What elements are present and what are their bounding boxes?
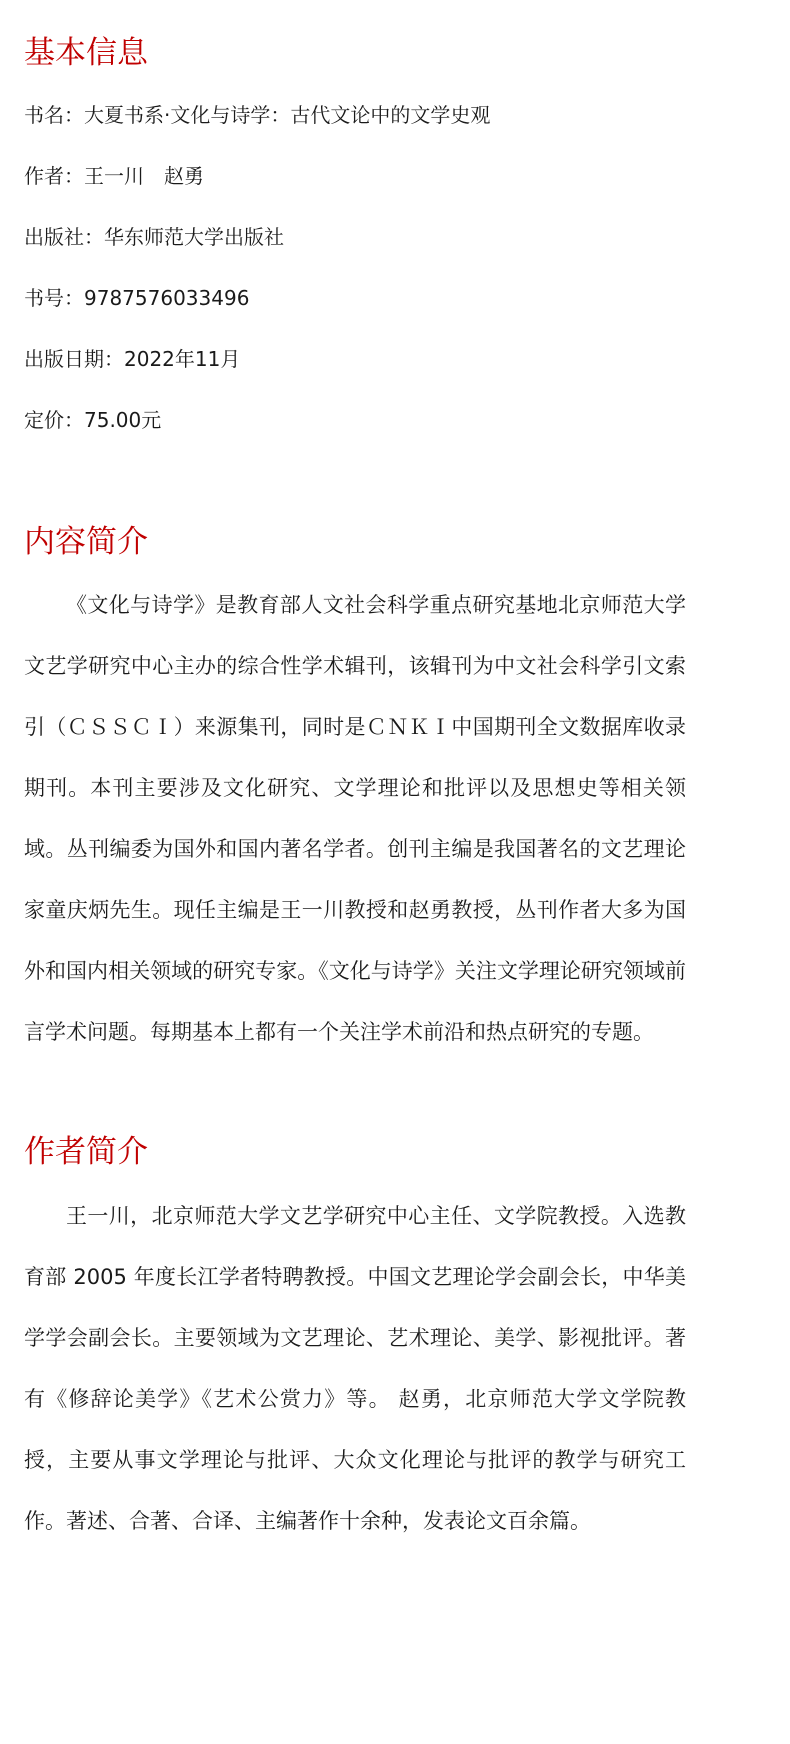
book-name-line: 书名：大夏书系·文化与诗学：古代文论中的文学史观 — [24, 103, 491, 127]
basic-info-list — [24, 100, 490, 466]
price-line: 定价：75.00元 — [24, 408, 162, 432]
author-line: 作者：王一川 赵勇 — [24, 164, 204, 188]
summary-paragraph: 《文化与诗学》是教育部人文社会科学重点研究基地北京师范大学文艺学研究中心主办的综合性学术辑刊，该辑刊为中文社会科学引文索引（ＣＳＳＣＩ）来源集刊，同时是ＣＮＫＩ中国期刊全文数据库收录期刊。本刊主要涉及文化研究、文学理论和批评以及思想史等相关领域。丛刊编委为国外和国内著名学者。创刊主编是我国著名的文艺理论家童庆炳先生。现任主编是王一川教授和赵勇教授，丛刊作者大多为国外和国内相关领域的研究专家。《文化与诗学》关注文学理论研究领域前言学术问题。每期基本上都有一个关注学术前沿和热点研究的专题。 — [24, 593, 686, 1044]
pub-date-line: 出版日期：2022年11月 — [24, 347, 241, 371]
publisher-line: 出版社：华东师范大学出版社 — [24, 225, 284, 249]
basic-info-heading: 基本信息 — [24, 35, 148, 71]
author-intro-paragraph: 王一川，北京师范大学文艺学研究中心主任、文学院教授。入选教育部 2005 年度长江学者特聘教授。中国文艺理论学会副会长，中华美学学会副会长。主要领域为文艺理论、艺术理论、美学、影视批评。著有《修辞论美学》《艺术公赏力》等。 赵勇，北京师范大学文学院教授，主要从事文学理论与批评、大众文化理论与批评的教学与研究工作。著述、合著、合译、主编著作十余种，发表论文百余篇。 — [24, 1204, 686, 1533]
summary-heading: 内容简介 — [24, 524, 148, 560]
isbn-line: 书号：9787576033496 — [24, 286, 250, 310]
author-intro-heading: 作者简介 — [24, 1134, 148, 1170]
